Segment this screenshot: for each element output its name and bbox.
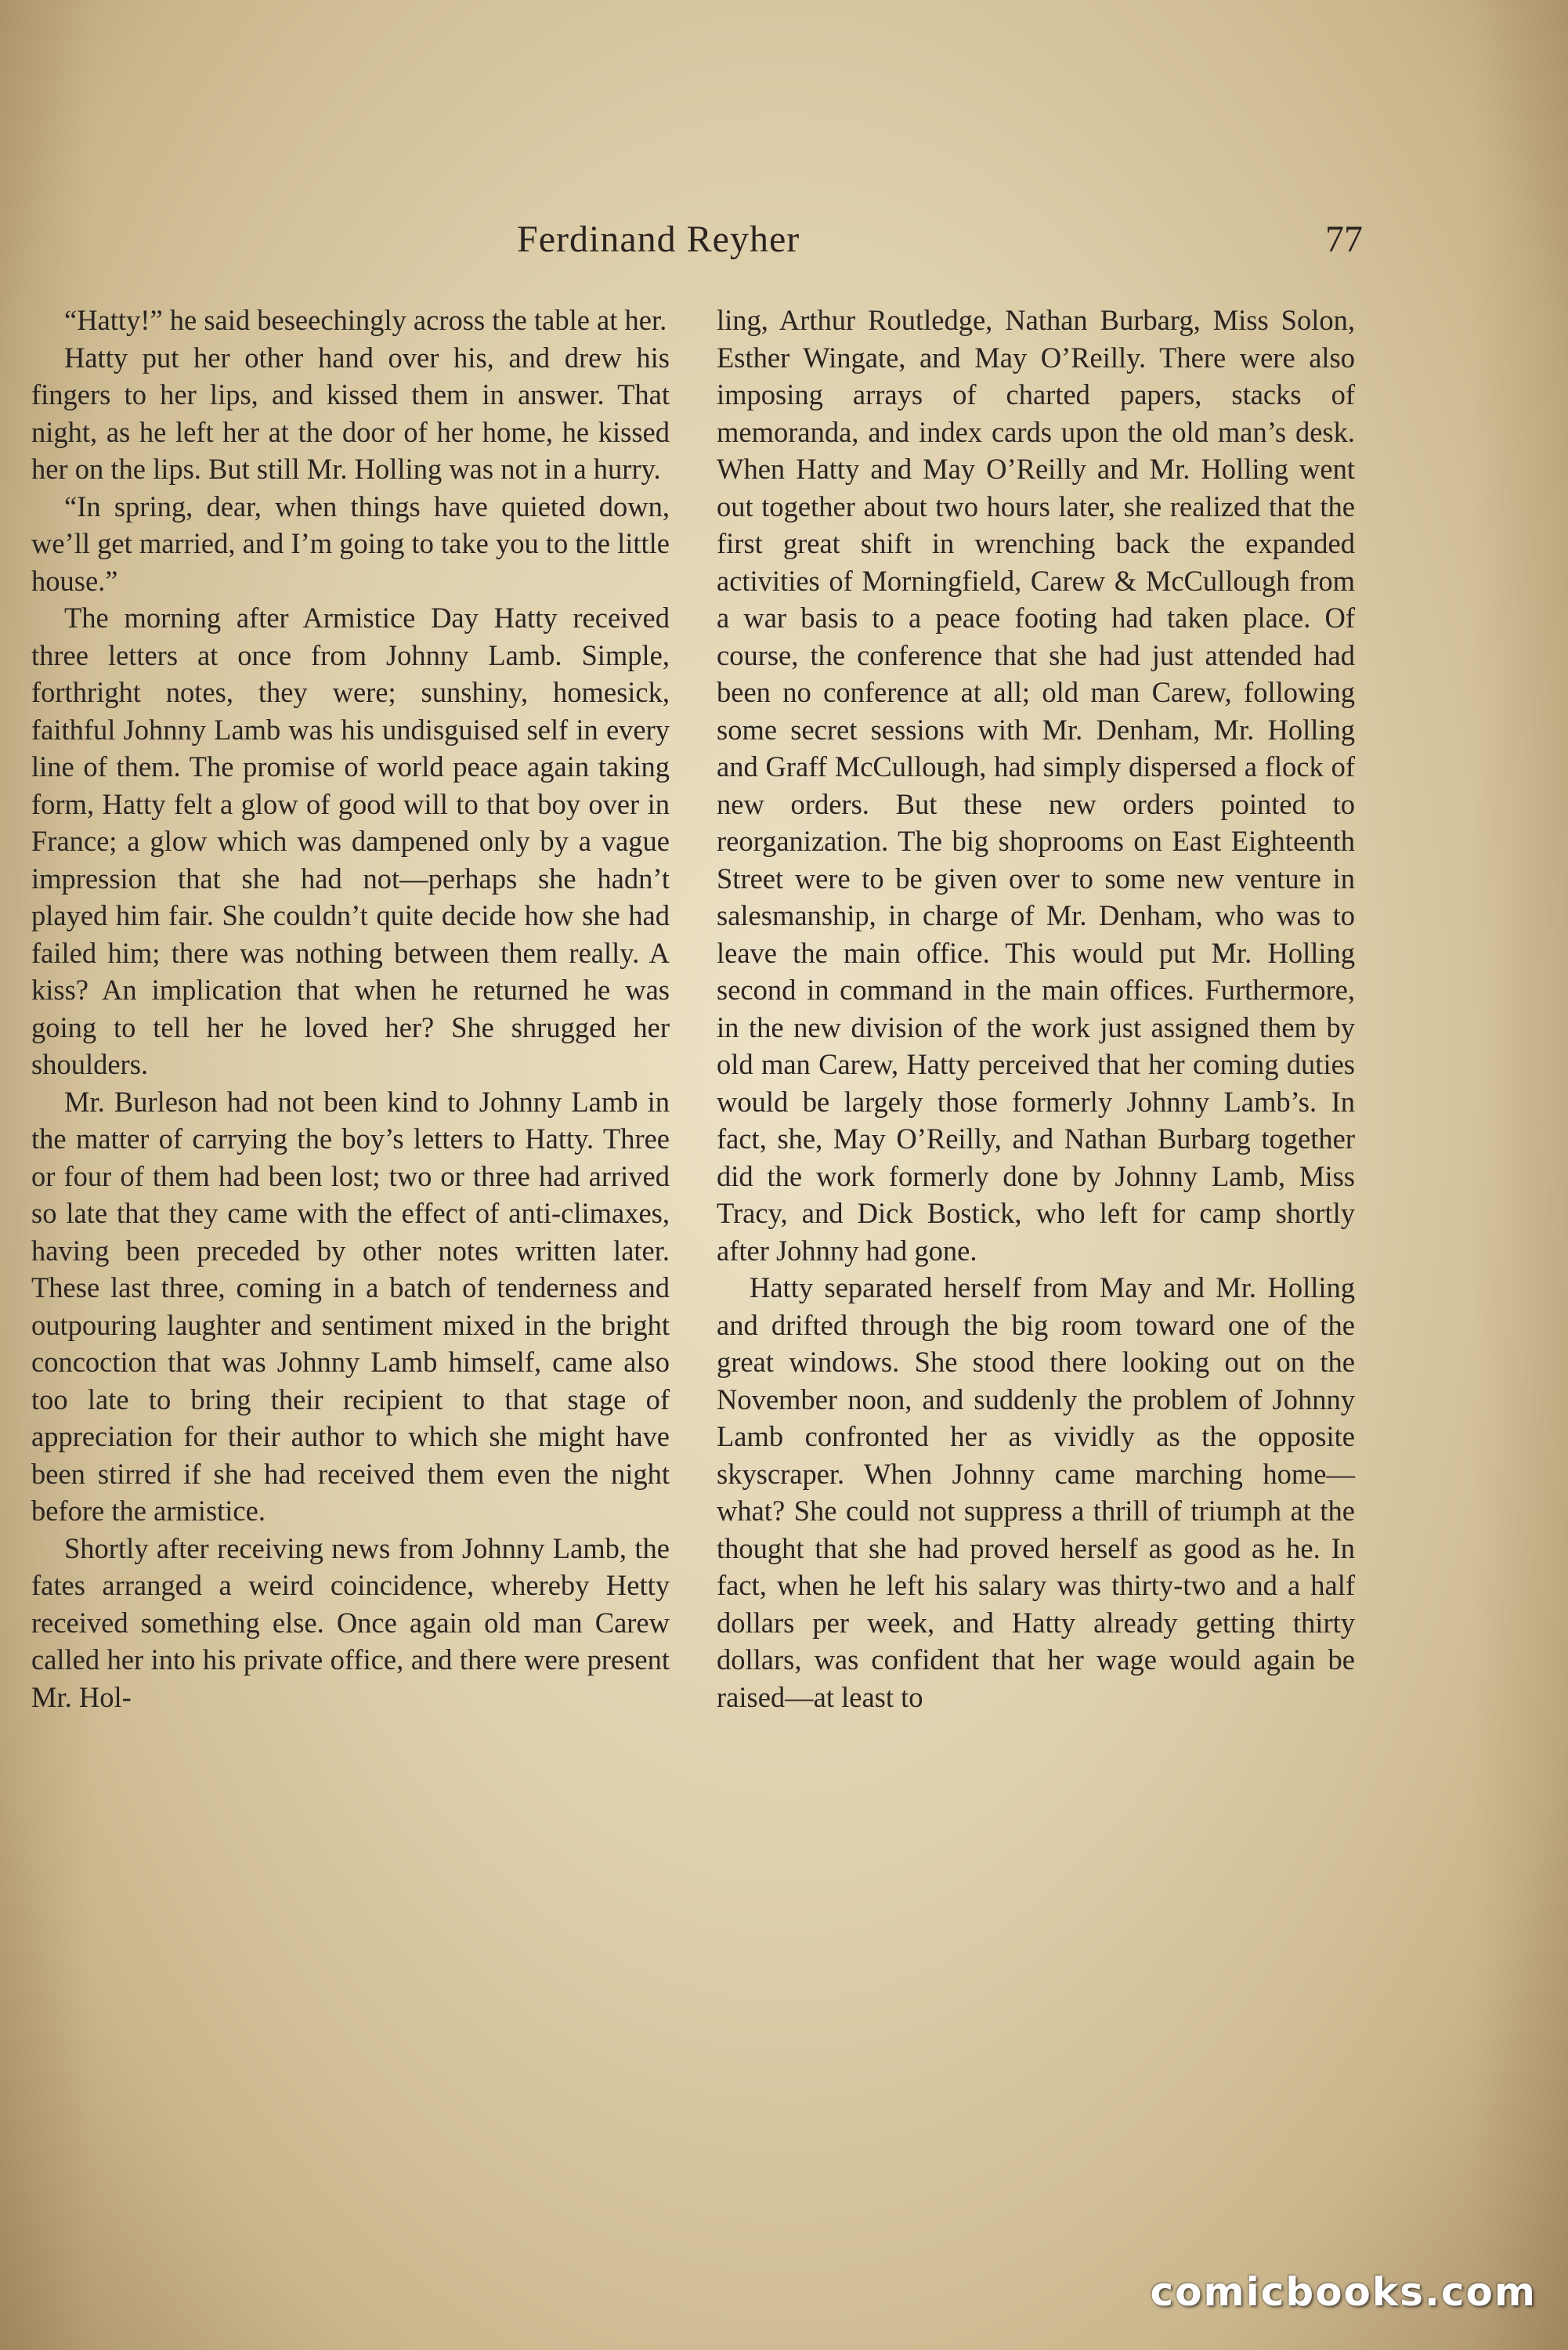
paragraph: Mr. Burleson had not been kind to Johnny Lamb in the matter of carrying the boy’s letters to Hatty. Three or four of them had been lost; two or three had arrived so late that they came with the effect of anti-climaxes, having been preceded by other notes written later. These last three, coming in a batch of tenderness and outpouring laughter and sentiment mixed in the bright concoction that was Johnny Lamb himself, came also too late to bring their recipient to that stage of appreciation for their author to which she might have been stirred if she had received them even the night before the armistice. bbox=[31, 1085, 670, 1527]
running-head: Ferdinand Reyher bbox=[517, 219, 800, 260]
paragraph: “In spring, dear, when things have quieted down, we’ll get married, and I’m going to take you to the little house.” bbox=[31, 490, 670, 597]
page-number: 77 bbox=[1325, 219, 1363, 260]
paragraph: Hatty separated herself from May and Mr. Holling and drifted through the big room toward one of the great windows. She stood there looking out on the November noon, and suddenly the problem of Johnny Lamb confronted her as vividly as the opposite skyscraper. When Johnny came marching home—what? She could not suppress a thrill of triumph at the thought that she had proved herself as good as he. In fact, when he left his salary was thirty-two and a half dollars per week, and Hatty already getting thirty dollars, was confident that her wage would again be raised—at least to bbox=[717, 1271, 1355, 1713]
paragraph: Shortly after receiving news from Johnny Lamb, the fates arranged a weird coincidence, whereby Hetty received something else. Once again old man Carew called her into his private office, and there were present Mr. Hol- bbox=[31, 1531, 670, 1713]
paragraph: “Hatty!” he said beseechingly across the table at her. bbox=[64, 304, 667, 336]
paragraph: The morning after Armistice Day Hatty received three letters at once from Johnny Lamb. Simple, forthright notes, they were; sunshiny, homesick, faithful Johnny Lamb was his undisguised self in every line of them. The promise of world peace again taking form, Hatty felt a glow of good will to that boy over in France; a glow which was dampened only by a vague impression that she had not—perhaps she hadn’t played him fair. She couldn’t quite decide how she had failed him; there was nothing between them really. A kiss? An implication that when he returned he was going to tell her he loved her? She shrugged her shoulders. bbox=[31, 602, 670, 1080]
watermark: comicbooks.com bbox=[1150, 2269, 1537, 2315]
right-column bbox=[717, 302, 1355, 1716]
page-header bbox=[31, 218, 1363, 273]
left-column bbox=[31, 302, 670, 1716]
paragraph: Hatty put her other hand over his, and drew his fingers to her lips, and kissed them in answer. That night, as he left her at the door of her home, he kissed her on the lips. But still Mr. Holling was not in a hurry. bbox=[31, 341, 670, 485]
paragraph: ling, Arthur Routledge, Nathan Burbarg, Miss Solon, Esther Wingate, and May O’Reilly. There were also imposing arrays of charted papers, stacks of memoranda, and index cards upon the old man’s desk. When Hatty and May O’Reilly and Mr. Holling went out together about two hours later, she realized that the first great shift in wrenching back the expanded activities of Morningfield, Carew & McCullough from a war basis to a peace footing had taken place. Of course, the conference that she had just attended had been no conference at all; old man Carew, following some secret sessions with Mr. Denham, Mr. Holling and Graff McCullough, had simply dispersed a flock of new orders. But these new orders pointed to reorganization. The big shoprooms on East Eighteenth Street were to be given over to some new venture in salesmanship, in charge of Mr. Denham, who was to leave the main office. This would put Mr. Holling second in command in the main offices. Furthermore, in the new division of the work just assigned them by old man Carew, Hatty perceived that her coming duties would be largely those formerly Johnny Lamb’s. In fact, she, May O’Reilly, and Nathan Burbarg together did the work formerly done by Johnny Lamb, Miss Tracy, and Dick Bostick, who left for camp shortly after Johnny had gone. bbox=[717, 304, 1355, 1267]
